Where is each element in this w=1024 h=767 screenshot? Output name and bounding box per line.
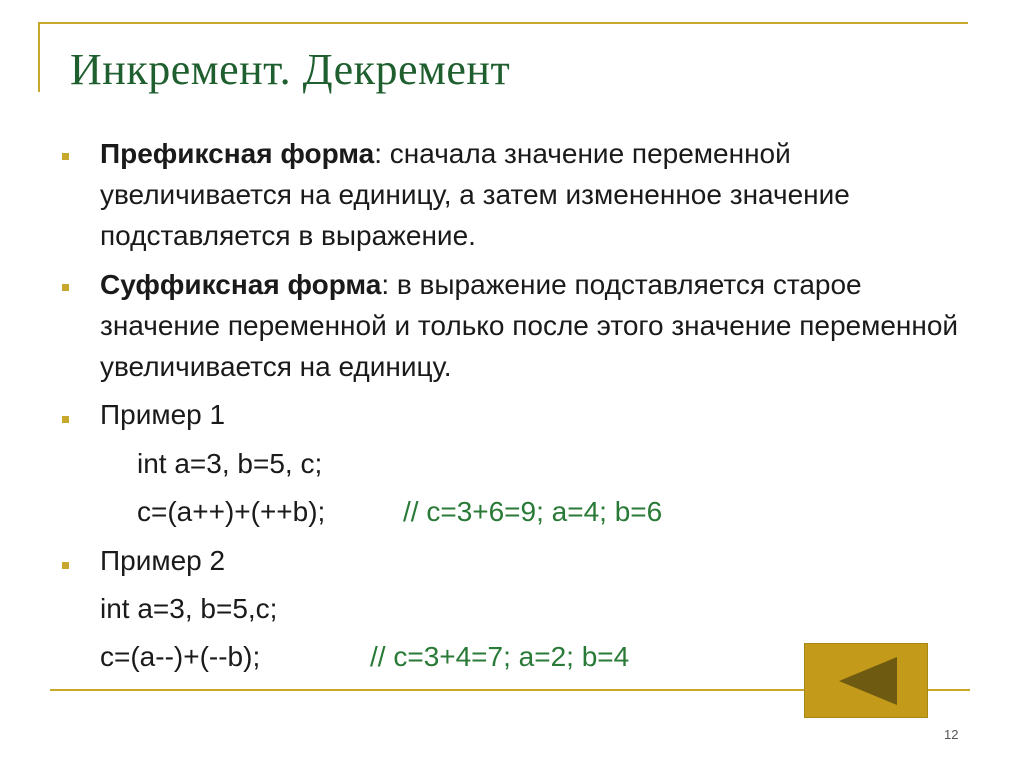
triangle-left-icon	[805, 644, 929, 719]
prefix-form-term: Префиксная форма	[100, 138, 375, 169]
example-1-declaration: int a=3, b=5, c;	[137, 448, 323, 479]
slide-title: Инкремент. Декремент	[70, 45, 511, 94]
bullet-marker	[62, 153, 69, 160]
example-2-heading: Пример 2	[100, 545, 226, 576]
example-2-expression: c=(a--)+(--b);	[100, 641, 261, 672]
example-1-comment: // c=3+6=9; a=4; b=6	[403, 496, 663, 527]
bullet-marker	[62, 416, 69, 423]
example-2-comment: // c=3+4=7; a=2; b=4	[370, 641, 630, 672]
page-number: 12	[944, 727, 959, 742]
suffix-form-term: Суффиксная форма	[100, 269, 382, 300]
suffix-form-description: : в выражение подставляется старое значение переменной и только после этого значение переменной увеличивается на единицу.	[100, 269, 959, 382]
prefix-form-text	[100, 133, 960, 256]
suffix-form-text	[100, 264, 960, 387]
back-button[interactable]	[804, 643, 928, 718]
prefix-form-description: : сначала значение переменной увеличивается на единицу, а затем измененное значение подставляется в выражение.	[100, 138, 850, 251]
example-1-heading: Пример 1	[100, 399, 226, 430]
example-1-expression: c=(a++)+(++b);	[137, 496, 326, 527]
bullet-marker	[62, 284, 69, 291]
example-2-declaration: int a=3, b=5,c;	[100, 593, 278, 624]
bullet-marker	[62, 562, 69, 569]
